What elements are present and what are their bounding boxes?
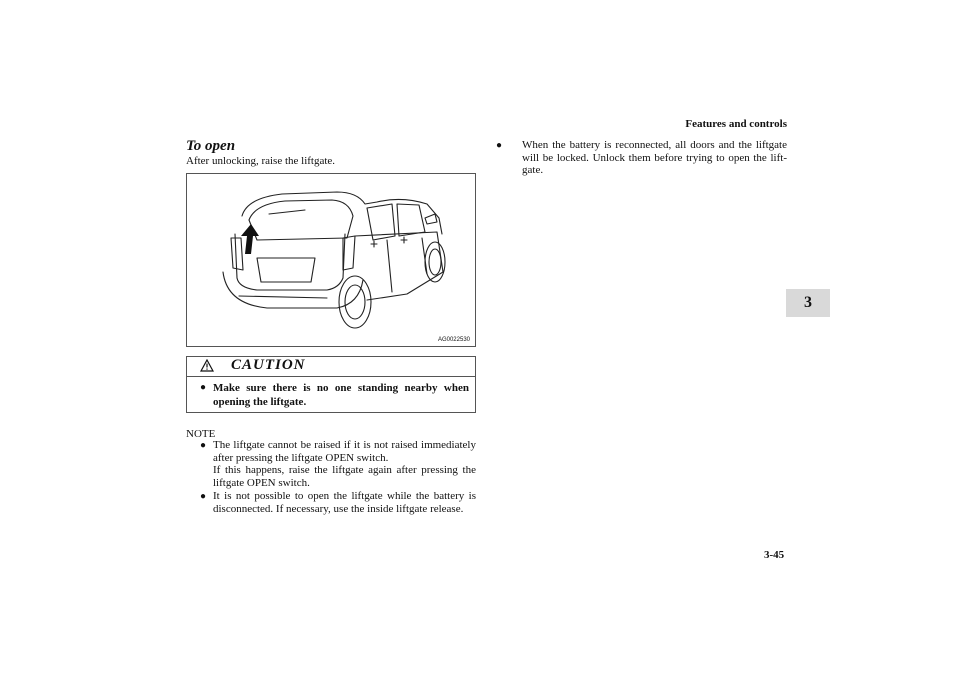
intro-text: After unlocking, raise the liftgate. bbox=[186, 155, 336, 167]
warning-triangle-icon bbox=[200, 359, 214, 372]
caution-item: Make sure there is no one standing nearby when opening the liftgate. bbox=[213, 382, 469, 408]
bullet-icon: ● bbox=[200, 440, 207, 451]
bullet-icon: ● bbox=[200, 491, 207, 502]
figure-code: AG0022530 bbox=[437, 337, 470, 343]
bullet-icon: ● bbox=[200, 382, 207, 393]
caution-header bbox=[187, 357, 475, 377]
liftgate-illustration bbox=[186, 173, 476, 347]
header-title: Features and controls bbox=[685, 118, 787, 130]
chapter-tab: 3 bbox=[786, 289, 830, 317]
note-label: NOTE bbox=[186, 428, 216, 440]
page-number: 3-45 bbox=[764, 549, 785, 561]
suv-rear-drawing bbox=[187, 174, 477, 348]
bullet-icon: ● bbox=[496, 140, 503, 151]
caution-title: CAUTION bbox=[231, 357, 306, 373]
caution-box bbox=[186, 356, 476, 413]
section-heading: To open bbox=[186, 138, 236, 154]
right-column-item: When the battery is reconnected, all doors and the liftgate will be locked. Unlock them before trying to open the lift- gate. bbox=[522, 139, 787, 177]
note-item-2: It is not possible to open the liftgate while the battery is disconnected. If necessary, use the inside liftgate release. bbox=[213, 490, 476, 515]
note-item-1: The liftgate cannot be raised if it is not raised immediately after pressing the liftgate OPEN switch. If this happens, raise the liftgate again after pressing the liftgate OPEN switch. bbox=[213, 439, 476, 489]
